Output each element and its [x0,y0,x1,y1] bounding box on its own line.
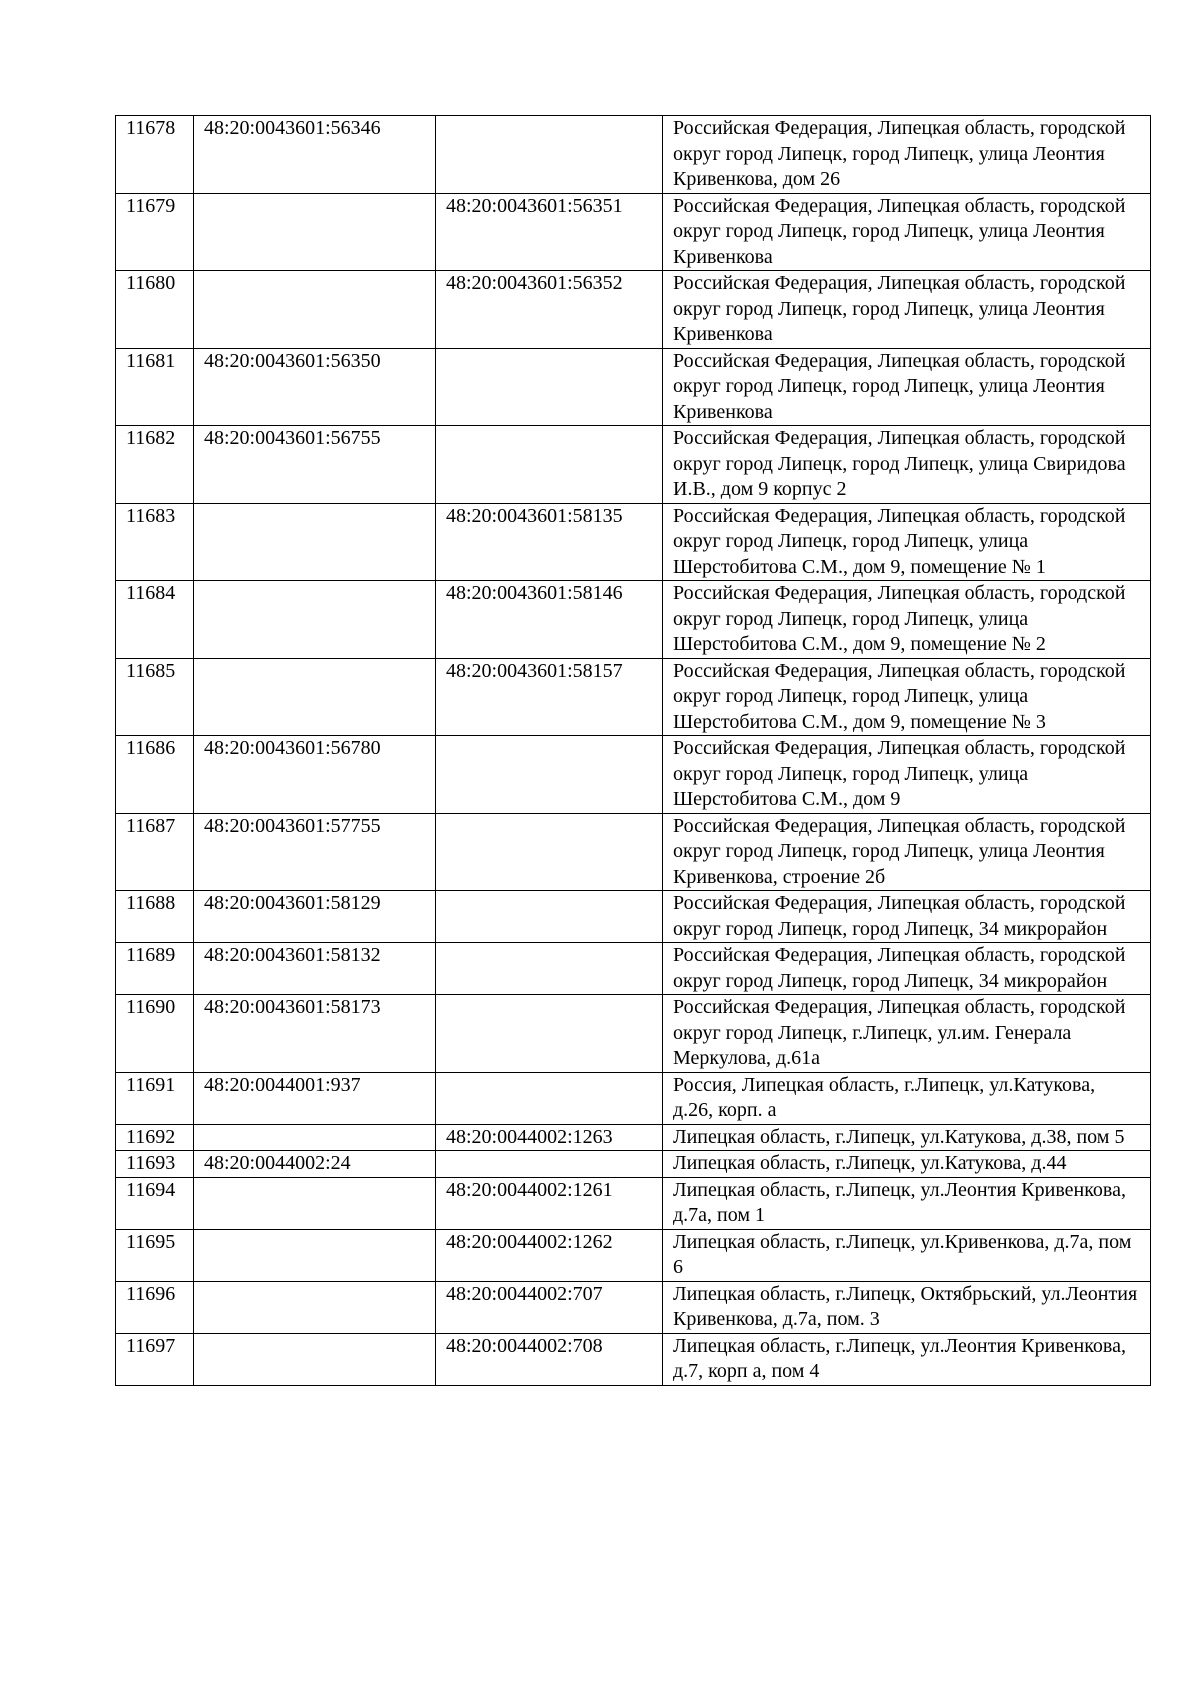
address: Липецкая область, г.Липецк, ул.Леонтия Кривенкова, д.7, корп а, пом 4 [663,1333,1151,1385]
table-row [116,1229,1151,1281]
table-row [116,271,1151,349]
row-number: 11682 [116,426,194,504]
premises-cadastral-number [436,891,663,943]
premises-cadastral-number [436,426,663,504]
premises-cadastral-number: 48:20:0044002:1261 [436,1177,663,1229]
row-number: 11693 [116,1151,194,1178]
premises-cadastral-number [436,995,663,1073]
table-row [116,813,1151,891]
address: Липецкая область, г.Липецк, ул.Леонтия Кривенкова, д.7а, пом 1 [663,1177,1151,1229]
address: Липецкая область, г.Липецк, Октябрьский, ул.Леонтия Кривенкова, д.7а, пом. 3 [663,1281,1151,1333]
premises-cadastral-number: 48:20:0044002:1263 [436,1124,663,1151]
table-row [116,193,1151,271]
address: Российская Федерация, Липецкая область, городской округ город Липецк, город Липецк, улица Леонтия Кривенкова [663,348,1151,426]
address: Российская Федерация, Липецкая область, городской округ город Липецк, город Липецк, 34 микрорайон [663,943,1151,995]
land-cadastral-number: 48:20:0043601:56780 [194,736,436,814]
table-row [116,426,1151,504]
row-number: 11694 [116,1177,194,1229]
address: Липецкая область, г.Липецк, ул.Катукова, д.38, пом 5 [663,1124,1151,1151]
premises-cadastral-number [436,116,663,194]
row-number: 11679 [116,193,194,271]
land-cadastral-number [194,1177,436,1229]
land-cadastral-number [194,503,436,581]
row-number: 11697 [116,1333,194,1385]
premises-cadastral-number: 48:20:0044002:1262 [436,1229,663,1281]
row-number: 11683 [116,503,194,581]
row-number: 11678 [116,116,194,194]
table-row [116,995,1151,1073]
address: Российская Федерация, Липецкая область, городской округ город Липецк, город Липецк, улица Свиридова И.В., дом 9 корпус 2 [663,426,1151,504]
address: Российская Федерация, Липецкая область, городской округ город Липецк, город Липецк, улица Леонтия Кривенкова, строение 2б [663,813,1151,891]
address: Липецкая область, г.Липецк, ул.Катукова, д.44 [663,1151,1151,1178]
row-number: 11685 [116,658,194,736]
premises-cadastral-number [436,813,663,891]
row-number: 11681 [116,348,194,426]
address: Липецкая область, г.Липецк, ул.Кривенкова, д.7а, пом 6 [663,1229,1151,1281]
row-number: 11684 [116,581,194,659]
registry-table-body [116,116,1151,1386]
address: Российская Федерация, Липецкая область, городской округ город Липецк, город Липецк, улица Шерстобитова С.М., дом 9 [663,736,1151,814]
land-cadastral-number [194,1333,436,1385]
row-number: 11695 [116,1229,194,1281]
premises-cadastral-number [436,943,663,995]
premises-cadastral-number: 48:20:0043601:58135 [436,503,663,581]
address: Российская Федерация, Липецкая область, городской округ город Липецк, город Липецк, улица Леонтия Кривенкова, дом 26 [663,116,1151,194]
premises-cadastral-number: 48:20:0043601:56352 [436,271,663,349]
land-cadastral-number: 48:20:0043601:58173 [194,995,436,1073]
row-number: 11680 [116,271,194,349]
table-row [116,348,1151,426]
row-number: 11688 [116,891,194,943]
premises-cadastral-number: 48:20:0043601:56351 [436,193,663,271]
row-number: 11696 [116,1281,194,1333]
premises-cadastral-number [436,736,663,814]
row-number: 11692 [116,1124,194,1151]
address: Российская Федерация, Липецкая область, городской округ город Липецк, город Липецк, улица Шерстобитова С.М., дом 9, помещение № 2 [663,581,1151,659]
table-row [116,1151,1151,1178]
premises-cadastral-number: 48:20:0044002:707 [436,1281,663,1333]
land-cadastral-number [194,1281,436,1333]
table-row [116,503,1151,581]
table-row [116,891,1151,943]
table-row [116,116,1151,194]
address: Россия, Липецкая область, г.Липецк, ул.Катукова, д.26, корп. а [663,1072,1151,1124]
table-row [116,1124,1151,1151]
table-row [116,1281,1151,1333]
land-cadastral-number [194,271,436,349]
address: Российская Федерация, Липецкая область, городской округ город Липецк, г.Липецк, ул.им. Генерала Меркулова, д.61а [663,995,1151,1073]
land-cadastral-number [194,193,436,271]
premises-cadastral-number [436,1151,663,1178]
row-number: 11691 [116,1072,194,1124]
row-number: 11687 [116,813,194,891]
premises-cadastral-number [436,348,663,426]
address: Российская Федерация, Липецкая область, городской округ город Липецк, город Липецк, 34 микрорайон [663,891,1151,943]
land-cadastral-number: 48:20:0044001:937 [194,1072,436,1124]
land-cadastral-number: 48:20:0043601:56346 [194,116,436,194]
land-cadastral-number: 48:20:0043601:58132 [194,943,436,995]
row-number: 11689 [116,943,194,995]
address: Российская Федерация, Липецкая область, городской округ город Липецк, город Липецк, улица Шерстобитова С.М., дом 9, помещение № 3 [663,658,1151,736]
land-cadastral-number [194,658,436,736]
table-row [116,736,1151,814]
premises-cadastral-number: 48:20:0043601:58146 [436,581,663,659]
table-row [116,943,1151,995]
row-number: 11686 [116,736,194,814]
table-row [116,1072,1151,1124]
row-number: 11690 [116,995,194,1073]
table-row [116,581,1151,659]
land-cadastral-number: 48:20:0043601:56350 [194,348,436,426]
address: Российская Федерация, Липецкая область, городской округ город Липецк, город Липецк, улица Шерстобитова С.М., дом 9, помещение № 1 [663,503,1151,581]
land-cadastral-number [194,1124,436,1151]
land-cadastral-number: 48:20:0043601:58129 [194,891,436,943]
land-cadastral-number: 48:20:0044002:24 [194,1151,436,1178]
table-row [116,658,1151,736]
land-cadastral-number [194,581,436,659]
premises-cadastral-number: 48:20:0044002:708 [436,1333,663,1385]
table-row [116,1177,1151,1229]
address: Российская Федерация, Липецкая область, городской округ город Липецк, город Липецк, улица Леонтия Кривенкова [663,271,1151,349]
land-cadastral-number: 48:20:0043601:56755 [194,426,436,504]
table-row [116,1333,1151,1385]
land-cadastral-number [194,1229,436,1281]
premises-cadastral-number [436,1072,663,1124]
land-cadastral-number: 48:20:0043601:57755 [194,813,436,891]
address: Российская Федерация, Липецкая область, городской округ город Липецк, город Липецк, улица Леонтия Кривенкова [663,193,1151,271]
registry-table [115,115,1151,1386]
premises-cadastral-number: 48:20:0043601:58157 [436,658,663,736]
